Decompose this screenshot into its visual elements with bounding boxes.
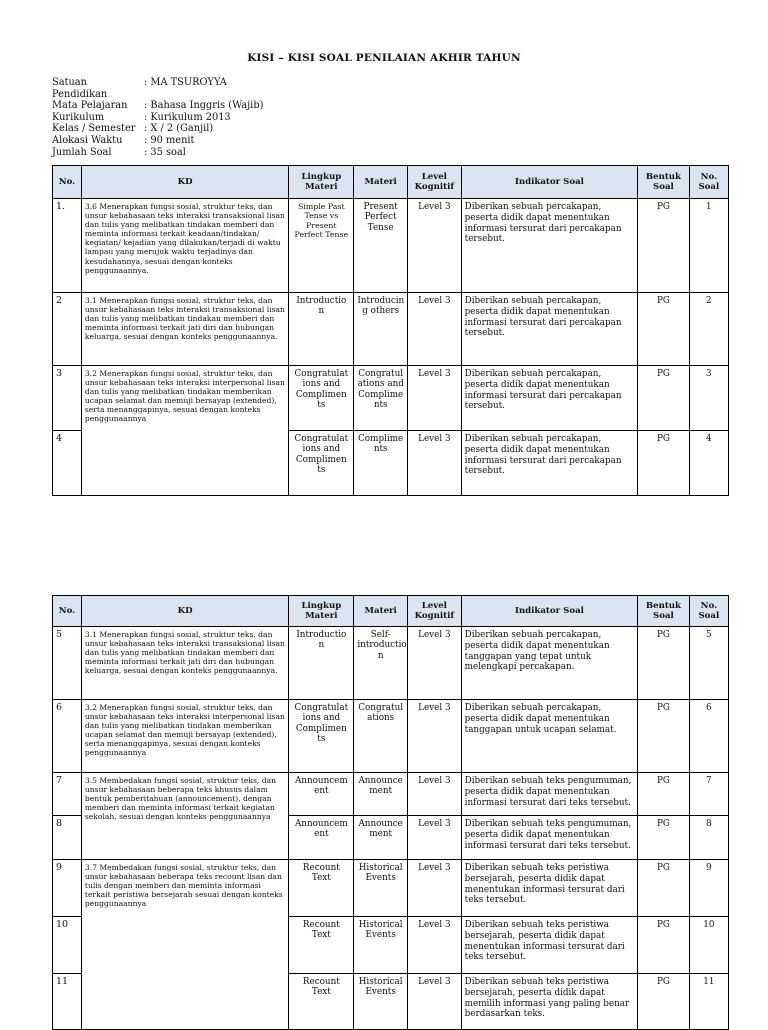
row-no: 3	[53, 366, 82, 431]
table-row	[53, 199, 729, 293]
row-level: Level 3	[408, 773, 462, 816]
row-bentuk: PG	[638, 816, 690, 860]
row-level: Level 3	[408, 816, 462, 860]
info-key: Alokasi Waktu	[52, 134, 123, 146]
info-key: Kelas / Semester	[52, 123, 136, 135]
header-kd: KD	[81, 596, 288, 627]
header-lingkup-materi: Lingkup Materi	[289, 166, 354, 199]
row-kd: 3.2 Menerapkan fungsi sosial, struktur teks, dan unsur kebahasaan teks interaksi interpersonal lisan dan tulis yang melibatkan tindakan memberikan ucapan selamat dan memuji bersayap (extended), serta menanggapinya, sesuai dengan konteks penggunaannya	[81, 700, 288, 773]
kisi-table-1	[52, 165, 729, 496]
row-level: Level 3	[408, 700, 462, 773]
row-lingkup-materi: Congratulat ions and Complimen ts	[289, 431, 354, 496]
row-materi: Self-introductio n	[354, 627, 408, 700]
row-bentuk: PG	[638, 627, 690, 700]
header-lingkup-materi: Lingkup Materi	[289, 596, 354, 627]
row-no: 9	[53, 860, 82, 917]
row-indikator: Diberikan sebuah percakapan, peserta didik dapat menentukan informasi tersurat dari percakapan tersebut.	[461, 293, 637, 366]
row-indikator: Diberikan sebuah percakapan, peserta didik dapat menentukan tanggapan yang tepat untuk melengkapi percakapan.	[461, 627, 637, 700]
header-materi: Materi	[354, 166, 408, 199]
row-lingkup-materi: Introductio n	[289, 293, 354, 366]
row-kd: 3.1 Menerapkan fungsi sosial, struktur teks, dan unsur kebahasaan teks interaksi transaksional lisan dan tulis yang melibatkan tindakan memberi dan meminta informasi terkait jati diri dan hubungan keluarga, sesuai dengan konteks penggunaannya.	[81, 627, 288, 700]
row-no: 1.	[53, 199, 82, 293]
row-no: 4	[53, 431, 82, 496]
row-materi: Announce ment	[354, 816, 408, 860]
row-nosoal: 7	[689, 773, 728, 816]
row-materi: Historical Events	[354, 917, 408, 974]
row-no: 5	[53, 627, 82, 700]
document-title: KISI – KISI SOAL PENILAIAN AKHIR TAHUN	[247, 52, 521, 64]
row-no: 8	[53, 816, 82, 860]
row-level: Level 3	[408, 860, 462, 917]
row-indikator: Diberikan sebuah teks pengumuman, peserta didik dapat menentukan informasi tersurat dari teks tersebut.	[461, 816, 637, 860]
info-row	[52, 123, 263, 135]
row-nosoal: 5	[689, 627, 728, 700]
row-bentuk: PG	[638, 293, 690, 366]
header-indikator-soal: Indikator Soal	[461, 166, 637, 199]
info-key: Mata Pelajaran	[52, 100, 128, 112]
row-level: Level 3	[408, 627, 462, 700]
row-lingkup-materi: Congratulat ions and Complimen ts	[289, 700, 354, 773]
row-nosoal: 9	[689, 860, 728, 917]
row-materi: Historical Events	[354, 860, 408, 917]
row-indikator: Diberikan sebuah percakapan, peserta didik dapat menentukan informasi tersurat dari percakapan tersebut.	[461, 199, 637, 293]
header-bentuk-soal: Bentuk Soal	[638, 166, 690, 199]
row-lingkup-materi: Simple Past Tense vs Present Perfect Tense	[289, 199, 354, 293]
row-bentuk: PG	[638, 917, 690, 974]
row-nosoal: 4	[689, 431, 728, 496]
info-row	[52, 112, 263, 124]
header-kd: KD	[81, 166, 288, 199]
table-row	[53, 860, 729, 917]
info-row	[52, 77, 263, 100]
row-indikator: Diberikan sebuah teks peristiwa bersejarah, peserta didik dapat menentukan informasi tersurat dari teks tersebut.	[461, 860, 637, 917]
row-level: Level 3	[408, 293, 462, 366]
row-lingkup-materi: Recount Text	[289, 860, 354, 917]
info-value: : 90 menit	[144, 134, 195, 146]
row-kd: 3.6 Menerapkan fungsi sosial, struktur teks, dan unsur kebahasaan teks interaksi transaksional lisan dan tulis yang melibatkan tindakan memberi dan meminta informasi terkait keadaan/tindakan/ kegiatan/ kejadian yang dilakukan/terjadi di waktu lampau yang merujuk waktu terjadinya dan kesudahannya, sesuai dengan konteks penggunaannya.	[81, 199, 288, 293]
table-row	[53, 293, 729, 366]
table-row	[53, 627, 729, 700]
table-header-row	[53, 596, 729, 627]
info-key: Jumlah Soal	[52, 146, 112, 158]
row-bentuk: PG	[638, 199, 690, 293]
row-nosoal: 6	[689, 700, 728, 773]
row-indikator: Diberikan sebuah percakapan, peserta didik dapat menentukan informasi tersurat dari percakapan tersebut.	[461, 366, 637, 431]
row-kd: 3.5 Membedakan fungsi sosial, struktur teks, dan unsur kebahasaan beberapa teks khusus dalam bentuk pemberitahuan (announcement), dengan memberi dan meminta informasi terkait kegiatan sekolah, sesuai dengan konteks penggunaannya	[81, 773, 288, 860]
row-nosoal: 8	[689, 816, 728, 860]
row-nosoal: 3	[689, 366, 728, 431]
header-level-kognitif: Level Kognitif	[408, 596, 462, 627]
row-materi: Congratul ations and Complime nts	[354, 366, 408, 431]
row-nosoal: 11	[689, 974, 728, 1030]
row-level: Level 3	[408, 431, 462, 496]
header-materi: Materi	[354, 596, 408, 627]
row-level: Level 3	[408, 366, 462, 431]
info-row	[52, 147, 263, 159]
row-no: 10	[53, 917, 82, 974]
table-row	[53, 773, 729, 816]
info-value: : MA TSUROYYA	[144, 77, 227, 88]
row-bentuk: PG	[638, 700, 690, 773]
row-lingkup-materi: Recount Text	[289, 974, 354, 1030]
table-header-row	[53, 166, 729, 199]
header-no: No.	[53, 596, 82, 627]
row-kd: 3.7 Membedakan fungsi sosial, struktur teks, dan unsur kebahasaan beberapa teks recount lisan dan tulis dengan memberi dan meminta informasi terkait peristiwa bersejarah sesuai dengan konteks penggunaannya	[81, 860, 288, 1030]
table-row	[53, 700, 729, 773]
header-no-soal: No. Soal	[689, 166, 728, 199]
row-no: 11	[53, 974, 82, 1030]
row-lingkup-materi: Congratulat ions and Complimen ts	[289, 366, 354, 431]
row-indikator: Diberikan sebuah percakapan, peserta didik dapat menentukan tanggapan untuk ucapan selamat.	[461, 700, 637, 773]
row-kd: 3.1 Menerapkan fungsi sosial, struktur teks, dan unsur kebahasaan teks interaksi transaksional lisan dan tulis yang melibatkan tindakan memberi dan meminta informasi terkait jati diri dan hubungan keluarga, sesuai dengan konteks penggunaannya.	[81, 293, 288, 366]
identity-block	[52, 77, 263, 158]
row-materi: Present Perfect Tense	[354, 199, 408, 293]
row-materi: Congratul ations	[354, 700, 408, 773]
row-nosoal: 10	[689, 917, 728, 974]
row-materi: Complime nts	[354, 431, 408, 496]
kisi-table-2	[52, 595, 729, 1030]
row-lingkup-materi: Introductio n	[289, 627, 354, 700]
info-row	[52, 135, 263, 147]
row-nosoal: 2	[689, 293, 728, 366]
row-level: Level 3	[408, 199, 462, 293]
header-bentuk-soal: Bentuk Soal	[638, 596, 690, 627]
row-lingkup-materi: Announcem ent	[289, 816, 354, 860]
header-level-kognitif: Level Kognitif	[408, 166, 462, 199]
row-no: 7	[53, 773, 82, 816]
row-indikator: Diberikan sebuah teks peristiwa bersejarah, peserta didik dapat menentukan informasi tersurat dari teks tersebut.	[461, 917, 637, 974]
info-value: : 35 soal	[144, 146, 186, 158]
row-level: Level 3	[408, 974, 462, 1030]
header-no-soal: No. Soal	[689, 596, 728, 627]
row-kd: 3.2 Menerapkan fungsi sosial, struktur teks, dan unsur kebahasaan teks interaksi interpersonal lisan dan tulis yang melibatkan tindakan memberikan ucapan selamat dan memuji bersayap (extended), serta menanggapinya, sesuai dengan konteks penggunaannya	[81, 366, 288, 496]
row-nosoal: 1	[689, 199, 728, 293]
info-key: Kurikulum	[52, 111, 105, 123]
info-key: Satuan Pendidikan	[52, 77, 108, 100]
row-lingkup-materi: Announcem ent	[289, 773, 354, 816]
row-indikator: Diberikan sebuah percakapan, peserta didik dapat menentukan informasi tersurat dari percakapan tersebut.	[461, 431, 637, 496]
header-indikator-soal: Indikator Soal	[461, 596, 637, 627]
header-no: No.	[53, 166, 82, 199]
row-bentuk: PG	[638, 974, 690, 1030]
row-materi: Introducin g others	[354, 293, 408, 366]
row-indikator: Diberikan sebuah teks pengumuman, peserta didik dapat menentukan informasi tersurat dari teks tersebut.	[461, 773, 637, 816]
row-bentuk: PG	[638, 773, 690, 816]
row-materi: Historical Events	[354, 974, 408, 1030]
info-value: : Kurikulum 2013	[144, 111, 231, 123]
info-value: : Bahasa Inggris (Wajib)	[144, 100, 264, 112]
row-level: Level 3	[408, 917, 462, 974]
row-indikator: Diberikan sebuah teks peristiwa bersejarah, peserta didik dapat memilih informasi yang paling benar berdasarkan teks.	[461, 974, 637, 1030]
info-value: : X / 2 (Ganjil)	[144, 123, 214, 135]
row-no: 6	[53, 700, 82, 773]
row-no: 2	[53, 293, 82, 366]
row-bentuk: PG	[638, 366, 690, 431]
info-row	[52, 100, 263, 112]
row-bentuk: PG	[638, 431, 690, 496]
row-lingkup-materi: Recount Text	[289, 917, 354, 974]
table-row	[53, 366, 729, 431]
row-bentuk: PG	[638, 860, 690, 917]
row-materi: Announce ment	[354, 773, 408, 816]
